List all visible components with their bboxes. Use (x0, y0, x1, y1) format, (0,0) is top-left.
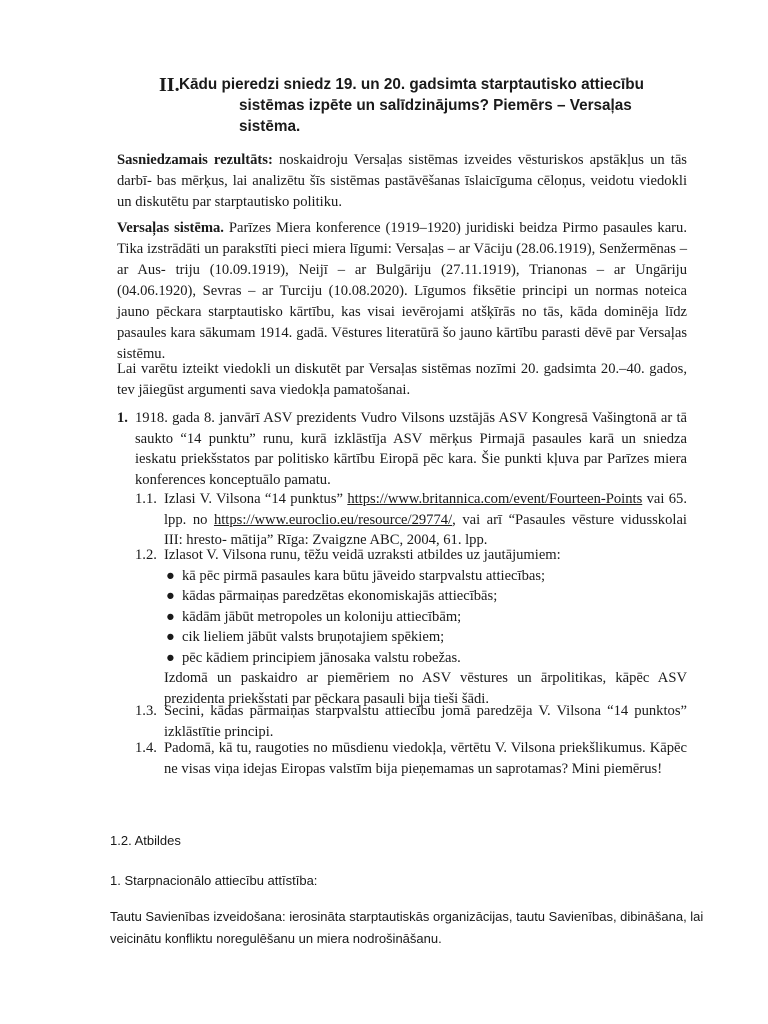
subtask-1-3-text: Secini, kādas pārmaiņas starpvalstu attiecību jomā paredzēja V. Vilsona “14 punktos” izklāstītie principi. (164, 703, 687, 740)
task-1-text: 1918. gada 8. janvārī ASV prezidents Vudro Vilsons uzstājās ASV Kongresā Vašingtonā ar tā saukto “14 punktu” runu, kurā izklāstīja ASV mērķus Pirmajā pasaules karā un sniedza ieskatu priekšstatos par politisko kārtību Eiropā pēc kara. Šie punkti kļuva par Parīzes miera konferences konceptuālo pamatu. (135, 410, 687, 488)
bullet-icon: ● (166, 567, 175, 584)
list-item-text: kādas pārmaiņas paredzētas ekonomiskajās attiecībās; (182, 588, 498, 604)
section-heading (159, 74, 659, 137)
subtask-1-2-number: 1.2. (135, 547, 157, 563)
euroclio-link[interactable]: https://www.euroclio.eu/resource/29774/ (213, 511, 453, 528)
expected-result-label: Sasniedzamais rezultāts: (117, 152, 273, 168)
section-number: II. (159, 74, 180, 96)
list-item-text: kādām jābūt metropoles un koloniju attiecībām; (182, 608, 462, 625)
subtask-1-4 (135, 738, 687, 779)
subtask-1-3 (135, 701, 687, 742)
task-1 (117, 408, 687, 490)
section-title-line-2: sistēmas izpēte un salīdzinājums? Piemērs – Versaļas (239, 97, 632, 114)
list-item (164, 648, 687, 669)
subtask-1-1-number: 1.1. (135, 491, 157, 507)
subtask-1-1-text-c: , vai arī “Pasaules vēsture vidusskolai III: hresto- mātija” Rīga: Zvaigzne ABC, 2004, 61. lpp. (164, 511, 687, 548)
section-title (179, 74, 659, 137)
subtask-1-2-text: Izlasot V. Vilsona runu, tēžu veidā uzraksti atbildes uz jautājumiem: (164, 547, 561, 563)
expected-result-paragraph (117, 150, 687, 213)
answers-text: Tautu Savienības izveidošana: ierosināta starptautiskās organizācijas, tautu Savienības, dibināšana, lai veicinātu konfliktu noregulēšanu un miera nodrošināšanu. (110, 909, 704, 946)
subtask-1-1 (135, 489, 687, 551)
britannica-link[interactable]: https://www.britannica.com/event/Fourteen-Points (347, 491, 643, 507)
subtask-1-1-text (164, 489, 687, 551)
task-1-number: 1. (117, 410, 128, 426)
subtask-1-3-number: 1.3. (135, 703, 157, 719)
intro-paragraph: Lai varētu izteikt viedokli un diskutēt par Versaļas sistēmas nozīmi 20. gadsimta 20.–40. gados, tev jāiegūst argumenti sava viedokļa pamatošanai. (117, 361, 687, 398)
versailles-system-paragraph (117, 218, 687, 365)
section-title-line-1: Kādu pieredzi sniedz 19. un 20. gadsimta starptautisko attiecību (179, 76, 644, 93)
versailles-system-text: Parīzes Miera konference (1919–1920) juridiski beidza Pirmo pasaules karu. Tika izstrādāti un parakstīti pieci miera līgumi: Versaļas – ar Vāciju (28.06.1919), Senžermēnas – ar Aus- triju (10.09.1919), Neijī – ar Bulgāriju (27.11.1919), Trianonas – ar Ungāriju (04.06.1920), Sevras – ar Turciju (10.08.2020). Līgumos fiksētie principi un normas noteica jauno pēckara starptautisko kārtību, kas visai ievērojami atšķīrās no tās, kāda dominēja līdz pasaules kara sākumam 1914. gadā. Vēstures literatūrā šo jauno kārtību parasti dēvē par Versaļas sistēmu. (117, 220, 687, 362)
section-title-line-3: sistēma. (239, 118, 301, 135)
bullet-icon: ● (166, 608, 175, 625)
subtask-1-1-text-a: Izlasi V. Vilsona “14 punktus” (164, 491, 343, 507)
question-list (164, 566, 687, 669)
answers-section-title: 1. Starpnacionālo attiecību attīstība: (110, 873, 318, 888)
subtask-1-2-body (164, 545, 687, 709)
bullet-icon: ● (166, 629, 175, 645)
bullet-icon: ● (166, 649, 175, 666)
list-item (164, 607, 687, 628)
subtask-1-4-text: Padomā, kā tu, raugoties no mūsdienu viedokļa, vērtētu V. Vilsona priekšlikumus. Kāpēc ne visas viņa idejas Eiropas valstīm bija pieņemamas un saprotamas? Mini piemērus! (164, 740, 687, 777)
subtask-1-2-followup: Izdomā un paskaidro ar piemēriem no ASV vēstures un ārpolitikas, kāpēc ASV prezidenta priekšstati par pēckara pasauli bija tieši šādi. (164, 670, 687, 707)
subtask-1-2 (135, 545, 687, 709)
answers-heading: 1.2. Atbildes (110, 833, 181, 848)
versailles-system-label: Versaļas sistēma. (117, 220, 224, 236)
list-item-text: cik lieliem jābūt valsts bruņotajiem spēkiem; (182, 629, 445, 645)
list-item-text: pēc kādiem principiem jānosaka valstu robežas. (182, 649, 461, 666)
list-item (164, 566, 687, 587)
list-item (164, 627, 687, 648)
subtask-1-4-number: 1.4. (135, 740, 157, 756)
list-item-text: kā pēc pirmā pasaules kara būtu jāveido starpvalstu attiecības; (182, 567, 546, 584)
list-item (164, 586, 687, 607)
expected-result-text: noskaidroju Versaļas sistēmas izveides vēsturiskos apstākļus un tās darbī- bas mērķus, lai analizētu šīs sistēmas pastāvēšanas īslaicīguma cēloņus, veidotu viedokli un diskutētu par starptautisko politiku. (117, 152, 687, 210)
subtask-1-1-text-b: vai 65. lpp. no (164, 491, 687, 528)
bullet-icon: ● (166, 588, 175, 604)
